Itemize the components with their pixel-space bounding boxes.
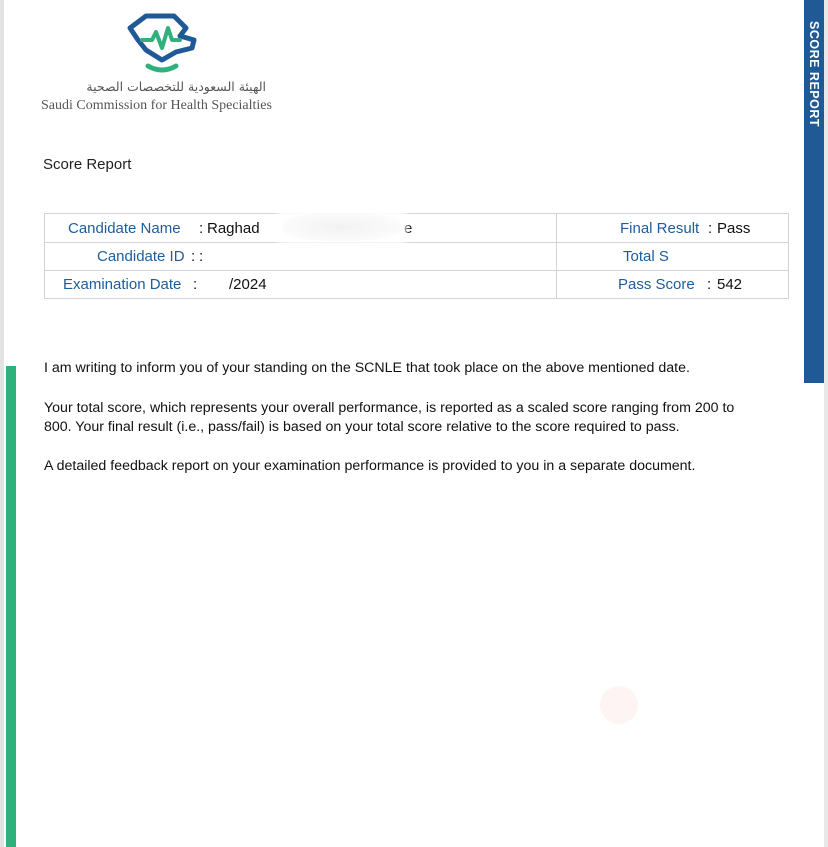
paragraph-feedback: A detailed feedback report on your examination performance is provided to you in a separate document.: [44, 458, 696, 474]
organization-name-english: Saudi Commission for Health Specialties: [41, 98, 272, 113]
exam-date-label: Examination Date: [63, 276, 182, 293]
colon-separator: :: [191, 248, 196, 265]
colon-separator: :: [708, 220, 713, 237]
side-tab-label: SCORE REPORT: [807, 20, 821, 128]
paragraph-score-line-1: Your total score, which represents your overall performance, is reported as a scaled score ranging from 200 to: [44, 400, 735, 416]
candidate-id-value: :: [199, 248, 204, 265]
paragraph-standing: I am writing to inform you of your standing on the SCNLE that took place on the above mentioned date.: [44, 360, 690, 376]
pass-score-value: 542: [717, 276, 743, 293]
table-row-name: [45, 214, 788, 243]
candidate-info-table: [44, 213, 789, 299]
candidate-name-value-end: e: [404, 220, 413, 237]
page-left-edge: [0, 0, 4, 847]
side-tab-text-wrap: [804, 0, 824, 383]
green-accent-bar: [6, 366, 16, 847]
paragraph-score-line-2: 800. Your final result (i.e., pass/fail) is based on your total score relative to the score required to pass.: [44, 419, 680, 435]
candidate-name-label: Candidate Name: [68, 220, 181, 237]
table-row-date: [45, 270, 788, 298]
candidate-id-label: Candidate ID: [97, 248, 185, 265]
heartbeat-shield-logo-icon: [122, 10, 206, 76]
organization-name-arabic: الهيئة السعودية للتخصصات الصحية: [86, 79, 266, 94]
final-result-label: Final Result: [620, 220, 700, 237]
candidate-name-value-start: Raghad: [207, 220, 260, 237]
report-title: Score Report: [43, 156, 132, 173]
pass-score-label: Pass Score: [618, 276, 695, 293]
colon-separator: :: [199, 220, 204, 237]
redaction-smudge: [282, 213, 402, 241]
colon-separator: :: [193, 276, 198, 293]
table-row-id: [45, 242, 788, 271]
exam-date-value: /2024: [229, 276, 267, 293]
total-score-label: Total S: [623, 248, 669, 265]
page-right-edge: [824, 0, 828, 847]
faint-mark: [600, 686, 638, 724]
colon-separator: :: [707, 276, 712, 293]
final-result-value: Pass: [717, 220, 751, 237]
